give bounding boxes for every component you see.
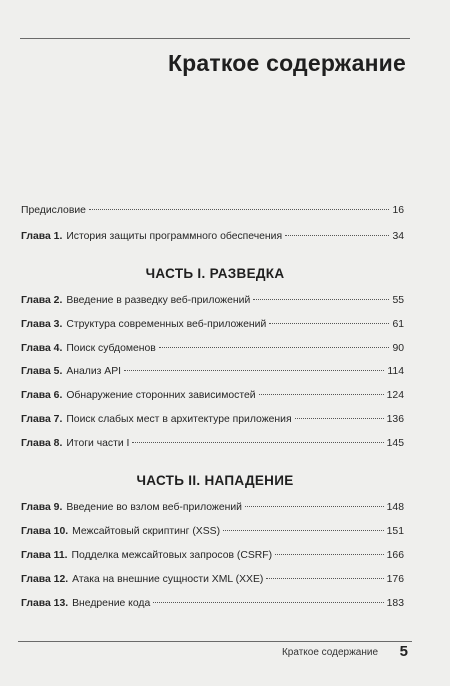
page-ref: 145 — [386, 438, 404, 449]
chapter-number: Глава 4. — [21, 343, 63, 354]
chapter-title: Поиск слабых мест в архитектуре приложения — [66, 414, 292, 425]
page-ref: 136 — [386, 414, 404, 425]
toc-entry — [21, 572, 404, 588]
chapter-title: История защиты программного обеспечения — [66, 231, 283, 242]
page-ref: 183 — [386, 598, 404, 609]
page-ref: 55 — [392, 295, 404, 306]
toc-entry — [21, 500, 404, 516]
page-ref: 148 — [386, 502, 404, 513]
toc-entry — [21, 203, 404, 219]
chapter-title: Предисловие — [21, 205, 86, 216]
running-footer: Краткое содержание — [281, 647, 378, 658]
dot-leader — [253, 299, 389, 300]
chapter-number: Глава 1. — [21, 231, 63, 242]
toc-entry — [21, 341, 404, 357]
dot-leader — [269, 323, 389, 324]
dot-leader — [159, 347, 390, 348]
dot-leader — [295, 418, 384, 419]
toc-entry — [21, 524, 404, 540]
page-number: 5 — [399, 643, 408, 660]
toc-entry — [21, 388, 404, 404]
dot-leader — [259, 394, 384, 395]
chapter-title: Структура современных веб-приложений — [66, 319, 267, 330]
chapter-title: Анализ API — [66, 366, 122, 377]
dot-leader — [153, 602, 383, 603]
page-ref: 16 — [392, 205, 404, 216]
part-heading: ЧАСТЬ I. РАЗВЕДКА — [145, 266, 285, 281]
header-rule — [20, 38, 410, 39]
chapter-title: Поиск субдоменов — [66, 343, 156, 354]
chapter-title: Введение во взлом веб-приложений — [66, 502, 242, 513]
toc-entry — [21, 596, 404, 612]
chapter-number: Глава 10. — [21, 526, 69, 537]
page-ref: 114 — [387, 366, 404, 377]
page-ref: 90 — [392, 343, 404, 354]
page-ref: 166 — [386, 550, 404, 561]
toc-entry — [21, 317, 404, 333]
dot-leader — [124, 370, 384, 371]
page-ref: 151 — [386, 526, 404, 537]
chapter-title: Подделка межсайтовых запросов (CSRF) — [71, 550, 273, 561]
page-ref: 124 — [386, 390, 404, 401]
dot-leader — [285, 235, 389, 236]
toc-entry — [21, 364, 404, 380]
dot-leader — [132, 442, 383, 443]
page-title: Краткое содержание — [167, 50, 406, 76]
chapter-number: Глава 5. — [21, 366, 63, 377]
toc-entry — [21, 412, 404, 428]
page-ref: 34 — [392, 231, 404, 242]
chapter-number: Глава 8. — [21, 438, 63, 449]
chapter-title: Межсайтовый скриптинг (XSS) — [72, 526, 221, 537]
chapter-title: Итоги части I — [66, 438, 130, 449]
chapter-number: Глава 12. — [21, 574, 69, 585]
dot-leader — [245, 506, 384, 507]
chapter-title: Обнаружение сторонних зависимостей — [66, 390, 256, 401]
toc-entry — [21, 293, 404, 309]
dot-leader — [266, 578, 383, 579]
footer-rule — [18, 641, 412, 642]
toc-entry — [21, 436, 404, 452]
chapter-number: Глава 3. — [21, 319, 63, 330]
toc-entry — [21, 229, 404, 245]
chapter-number: Глава 11. — [21, 550, 68, 561]
chapter-number: Глава 13. — [21, 598, 69, 609]
dot-leader — [275, 554, 384, 555]
dot-leader — [89, 209, 390, 210]
chapter-number: Глава 6. — [21, 390, 63, 401]
chapter-number: Глава 7. — [21, 414, 63, 425]
dot-leader — [223, 530, 384, 531]
chapter-title: Атака на внешние сущности XML (XXE) — [72, 574, 264, 585]
toc-entry — [21, 548, 404, 564]
chapter-title: Внедрение кода — [72, 598, 151, 609]
chapter-number: Глава 2. — [21, 295, 63, 306]
chapter-number: Глава 9. — [21, 502, 63, 513]
page-ref: 176 — [386, 574, 404, 585]
part-heading: ЧАСТЬ II. НАПАДЕНИЕ — [136, 473, 294, 488]
chapter-title: Введение в разведку веб-приложений — [66, 295, 251, 306]
page-ref: 61 — [392, 319, 404, 330]
